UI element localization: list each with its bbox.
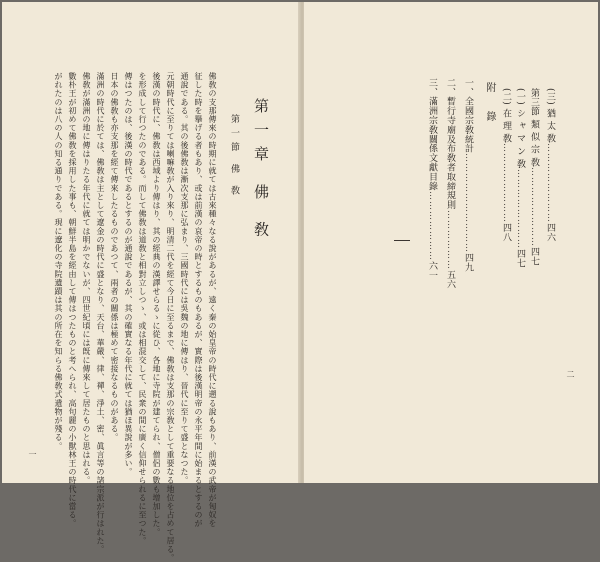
page-number: 二 xyxy=(566,370,575,378)
toc-page-number: 四七 xyxy=(529,246,539,266)
chapter-title: 第一章 佛 敎 xyxy=(252,98,270,246)
body-text-line: 通說である。其の後佛敎は漸次支那に弘まり、三國時代には吳魏の地に傳はり、晉代に至りて盛となつた。 xyxy=(180,72,189,485)
appendix-entry-label: 一、全國宗敎統計 xyxy=(463,78,473,154)
body-text-line: 日本の佛敎も亦支那を經て傳來したるものであつて、兩者の關係は極めて密接なるものがある。 xyxy=(110,72,119,442)
body-text-line: を形成して行つたのである。而して佛敎は道敎と相對立しつゝ、或は相混交して、民衆の間に廣く信仰せられるに至つた。 xyxy=(138,72,147,545)
toc-leader: …………………… xyxy=(515,168,525,249)
body-text-line: 征した時を擧げる者もあり、或は前漢の哀帝の時とするものもあるが、實際は後漢明帝の永平年間に始まるとするのが xyxy=(194,72,203,528)
appendix-title: 附 錄 xyxy=(484,82,495,130)
toc-entry-label: 第三節 類 似 宗 敎 xyxy=(529,88,539,167)
toc-page-number: 四八 xyxy=(501,223,511,243)
toc-entry xyxy=(542,88,554,418)
body-text-line: 佛敎が滿洲の地に傳はりたる年代に就ては明かでないが、四世紀頃には旣に傳來して居たものと思はれる。 xyxy=(82,72,91,485)
body-text-line: 滿洲の時代に於ては、佛敎は主として遼金の時代に盛となり、天台、華嚴、律、禪、淨土、密、眞言等の諸宗派が行はれた。 xyxy=(96,72,105,554)
appendix-entry-label: 二、暫行寺廟及布敎者取締規則 xyxy=(445,78,455,210)
toc-page-number: 六一 xyxy=(427,260,437,280)
toc-leader: ……………… xyxy=(445,209,455,270)
toc-leader: ………………………… xyxy=(463,153,473,254)
body-text-line: がれたのは八の人の知る通りである。現に遼化の寺院遺蹟は其の所在を知らる佛敎式遺物が殘る。 xyxy=(54,72,63,451)
end-rule xyxy=(394,240,410,241)
book-spread xyxy=(2,2,598,562)
body-text-line: 佛敎の支那傳來の時期に就ては古來種々なる說があるが、遠く秦の始皇帝の時代に遡る說もあり、前漢の武帝が匈奴を xyxy=(208,72,217,528)
toc-entry-label: (一) シ ャ マ ン 敎 xyxy=(515,88,525,169)
body-text-line: 傳はつたのは、後漢の時代であるとするのが通說であるが、其の確實なる年代に就ては猶ほ異說が多い。 xyxy=(124,72,133,477)
toc-leader: …………………… xyxy=(545,143,555,224)
toc-entry xyxy=(526,88,538,418)
toc-page-number: 四九 xyxy=(463,253,473,273)
body-text-line: 數朴王が初めて佛敎を採用した事も、朝鮮半島を經由して傳はつたものと考へられ、高句麗の小獸林王の時代に當る。 xyxy=(68,72,77,528)
toc-leader: …………………… xyxy=(501,143,511,224)
toc-entry xyxy=(498,88,510,418)
toc-page-number: 四六 xyxy=(545,223,555,243)
appendix-entry xyxy=(442,78,454,422)
toc-page-number: 五六 xyxy=(445,269,455,289)
toc-page-number: 四七 xyxy=(515,248,525,268)
body-text-line: 後漢の時代に、佛敎は西域より傳はり、其の經典の漢譯せらるゝに從ひ、各地に寺院が建てられ、僧侶の數も增加した。 xyxy=(152,72,161,537)
section-title: 第一節 佛 敎 xyxy=(229,114,239,200)
left-page xyxy=(2,2,300,562)
appendix-entry xyxy=(460,78,472,422)
toc-entry-label: (二) 在 理 敎 xyxy=(501,88,511,144)
toc-leader: ………………… xyxy=(427,190,437,261)
toc-leader: …………………… xyxy=(529,166,539,247)
appendix-entry-label: 三、滿洲宗敎關係文獻目錄 xyxy=(427,78,437,191)
page-number: 一 xyxy=(28,450,37,458)
toc-entry xyxy=(512,88,524,418)
appendix-entry xyxy=(424,78,436,422)
toc-entry-label: (三) 猶 太 敎 xyxy=(545,88,555,144)
body-text-line: 元朝時代に至りては喇嘛敎が入り來り、明清二代を經て今日に至るまで、佛敎は支那の宗敎として重要なる地位を占めて居る。 xyxy=(166,72,175,562)
